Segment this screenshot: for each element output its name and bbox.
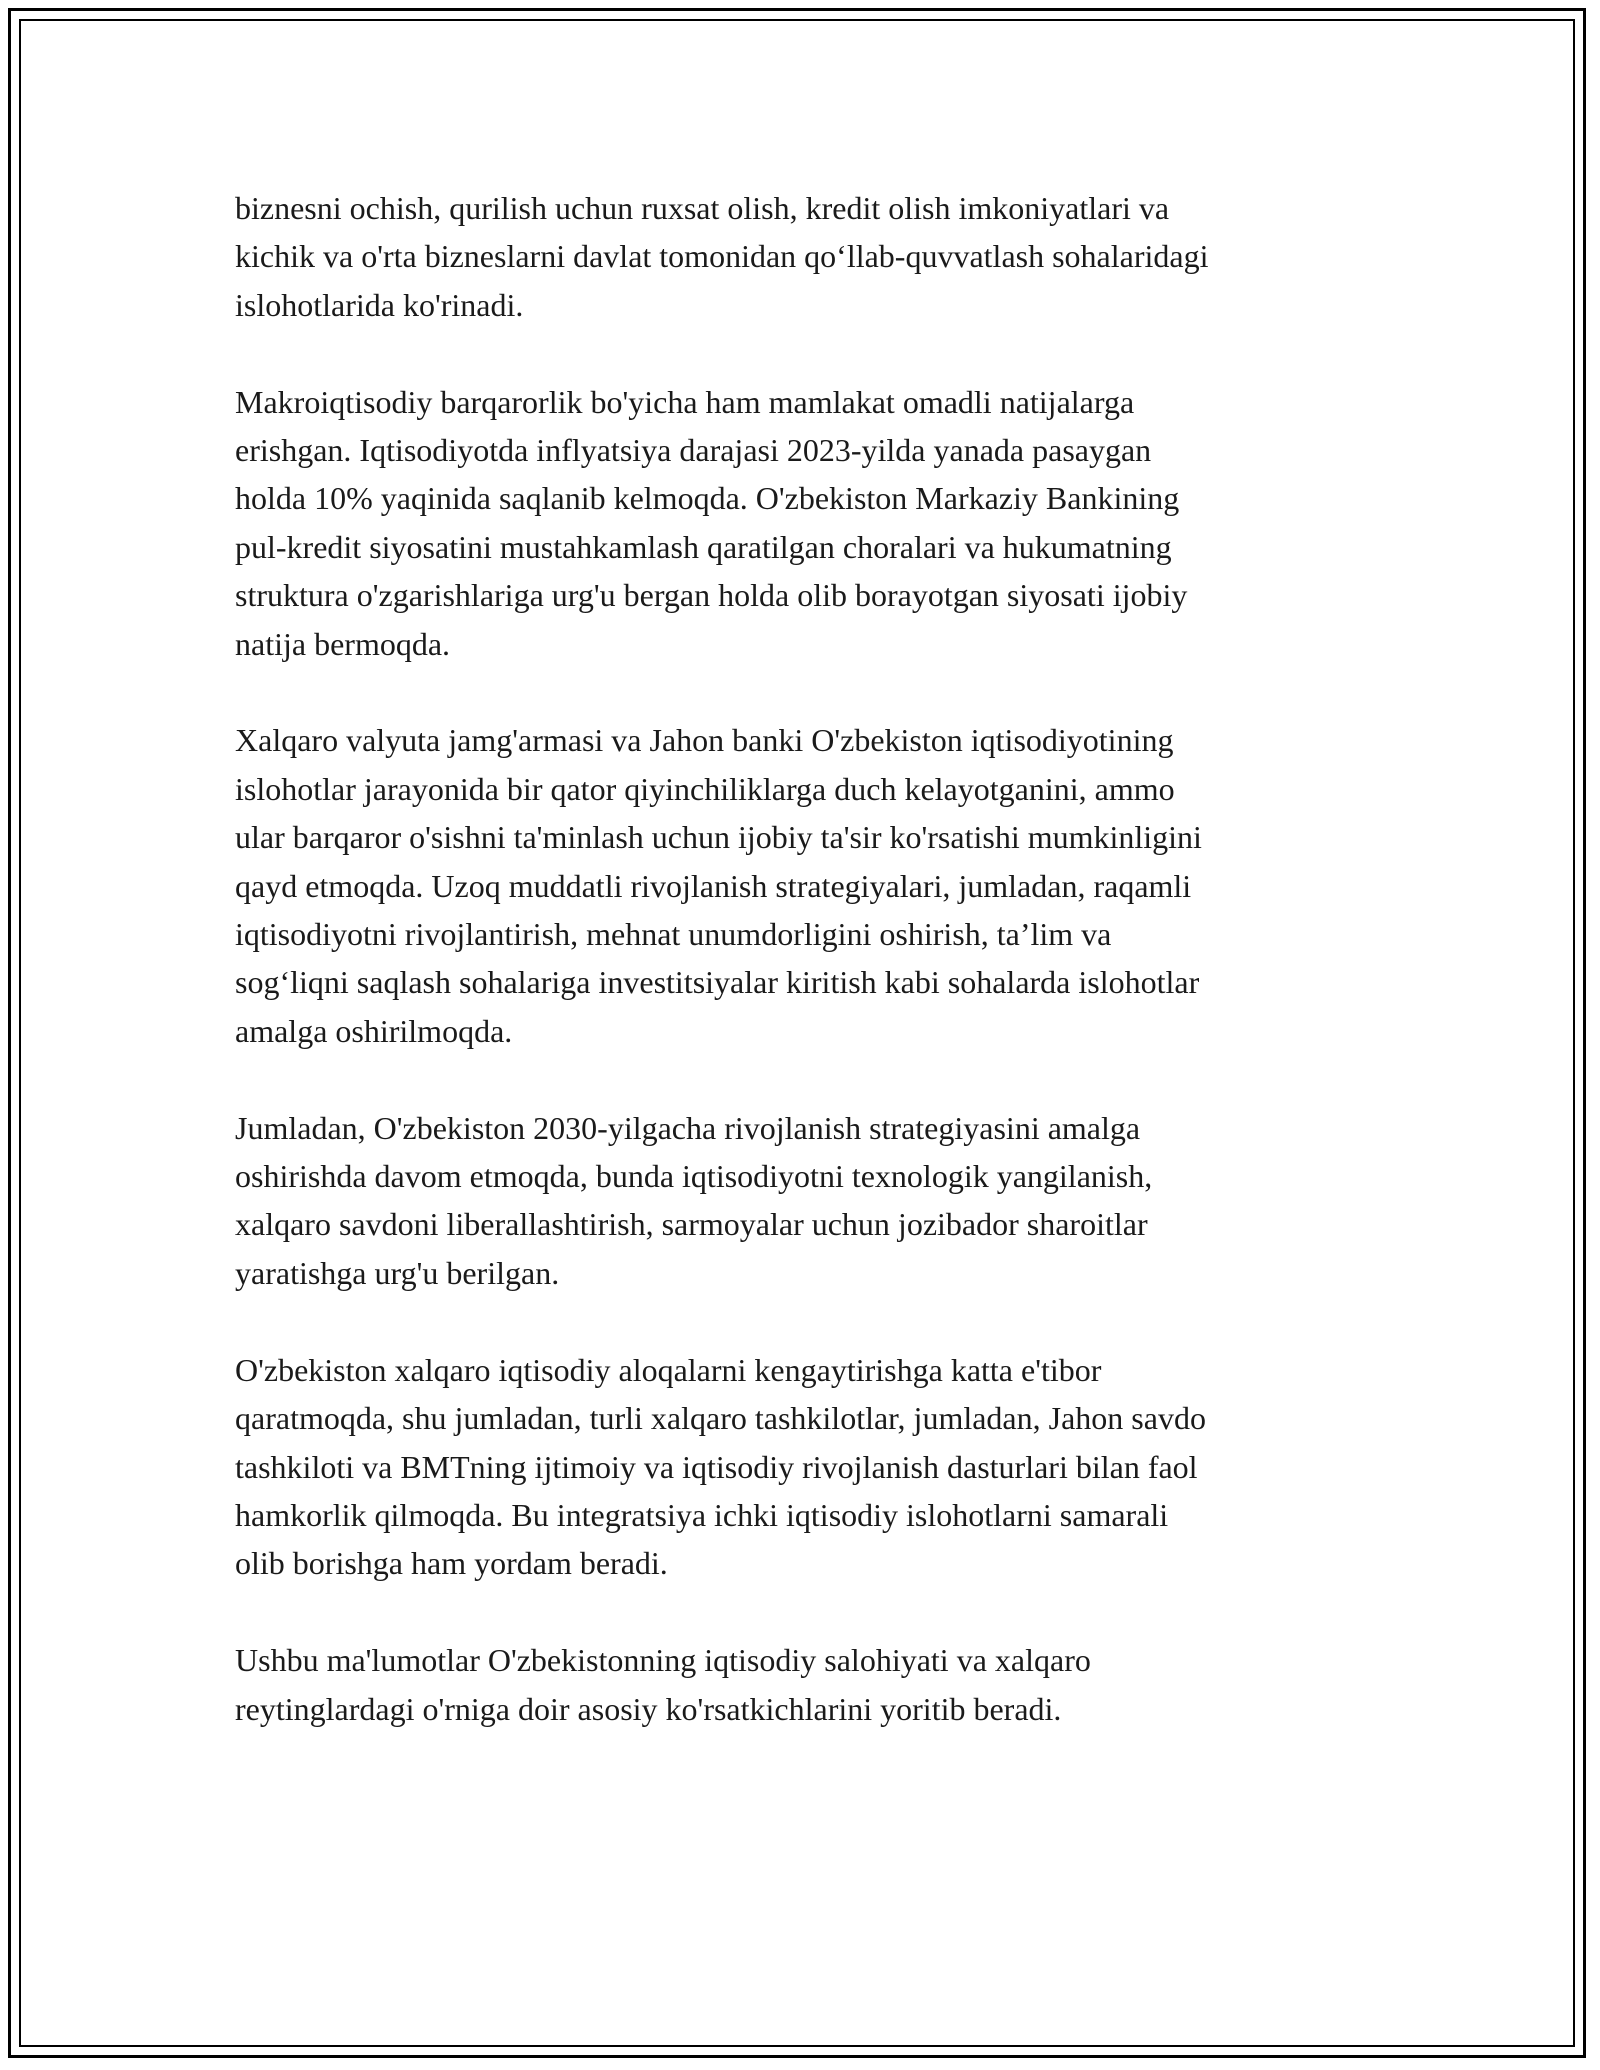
text-line: biznesni ochish, qurilish uchun ruxsat olish, kredit olish imkoniyatlari va: [235, 190, 1170, 226]
paragraph-4: [235, 1104, 1365, 1298]
text-line: holda 10% yaqinida saqlanib kelmoqda. O'zbekiston Markaziy Bankining: [235, 480, 1180, 517]
text-line: amalga oshirilmoqda.: [235, 1012, 513, 1049]
text-line: xalqaro savdoni liberallashtirish, sarmoyalar uchun jozibador sharoitlar: [235, 1206, 1148, 1243]
text-line: oshirishda davom etmoqda, bunda iqtisodiyotni texnologik yangilanish,: [235, 1158, 1153, 1195]
paragraph-3: [235, 716, 1365, 1055]
text-line: tashkiloti va BMTning ijtimoiy va iqtisodiy rivojlanish dasturlari bilan faol: [235, 1448, 1198, 1485]
text-line: Xalqaro valyuta jamg'armasi va Jahon banki O'zbekiston iqtisodiyotining: [235, 722, 1174, 759]
document-body: [235, 184, 1365, 1781]
text-line: Jumladan, O'zbekiston 2030-yilgacha rivojlanish strategiyasini amalga: [235, 1109, 1141, 1146]
text-line: struktura o'zgarishlariga urg'u bergan holda olib borayotgan siyosati ijobiy: [235, 577, 1188, 614]
text-line: qaratmoqda, shu jumladan, turli xalqaro tashkilotlar, jumladan, Jahon savdo: [235, 1400, 1206, 1437]
text-line: Ushbu ma'lumotlar O'zbekistonning iqtisodiy salohiyati va xalqaro: [235, 1642, 1091, 1679]
text-line: pul-kredit siyosatini mustahkamlash qaratilgan choralari va hukumatning: [235, 528, 1172, 565]
text-line: ular barqaror o'sishni ta'minlash uchun ijobiy ta'sir ko'rsatishi mumkinligini: [235, 819, 1202, 856]
text-line: iqtisodiyotni rivojlantirish, mehnat unumdorligini oshirish, ta’lim va: [235, 916, 1112, 953]
text-line: hamkorlik qilmoqda. Bu integratsiya ichki iqtisodiy islohotlarni samarali: [235, 1496, 1169, 1533]
text-line: islohotlarida ko'rinadi.: [235, 286, 524, 323]
text-line: qayd etmoqda. Uzoq muddatli rivojlanish strategiyalari, jumladan, raqamli: [235, 867, 1192, 904]
paragraph-2: [235, 378, 1365, 668]
text-line: islohotlar jarayonida bir qator qiyinchiliklarga duch kelayotganini, ammo: [235, 770, 1175, 807]
text-line: olib borishga ham yordam beradi.: [235, 1545, 668, 1582]
text-line: reytinglardagi o'rniga doir asosiy ko'rsatkichlarini yoritib beradi.: [235, 1690, 1062, 1727]
text-line: erishgan. Iqtisodiyotda inflyatsiya darajasi 2023-yilda yanada pasaygan: [235, 432, 1152, 469]
paragraph-6: [235, 1636, 1365, 1733]
paragraph-1: [235, 184, 1365, 329]
text-line: O'zbekiston xalqaro iqtisodiy aloqalarni kengaytirishga katta e'tibor: [235, 1351, 1102, 1388]
text-line: sog‘liqni saqlash sohalariga investitsiyalar kiritish kabi sohalarda islohotlar: [235, 964, 1200, 1001]
paragraph-5: [235, 1346, 1365, 1588]
text-line: natija bermoqda.: [235, 625, 451, 662]
text-line: Makroiqtisodiy barqarorlik bo'yicha ham mamlakat omadli natijalarga: [235, 383, 1135, 420]
text-line: yaratishga urg'u berilgan.: [235, 1254, 560, 1291]
text-line: kichik va o'rta bizneslarni davlat tomonidan qo‘llab-quvvatlash sohalaridagi: [235, 238, 1209, 275]
